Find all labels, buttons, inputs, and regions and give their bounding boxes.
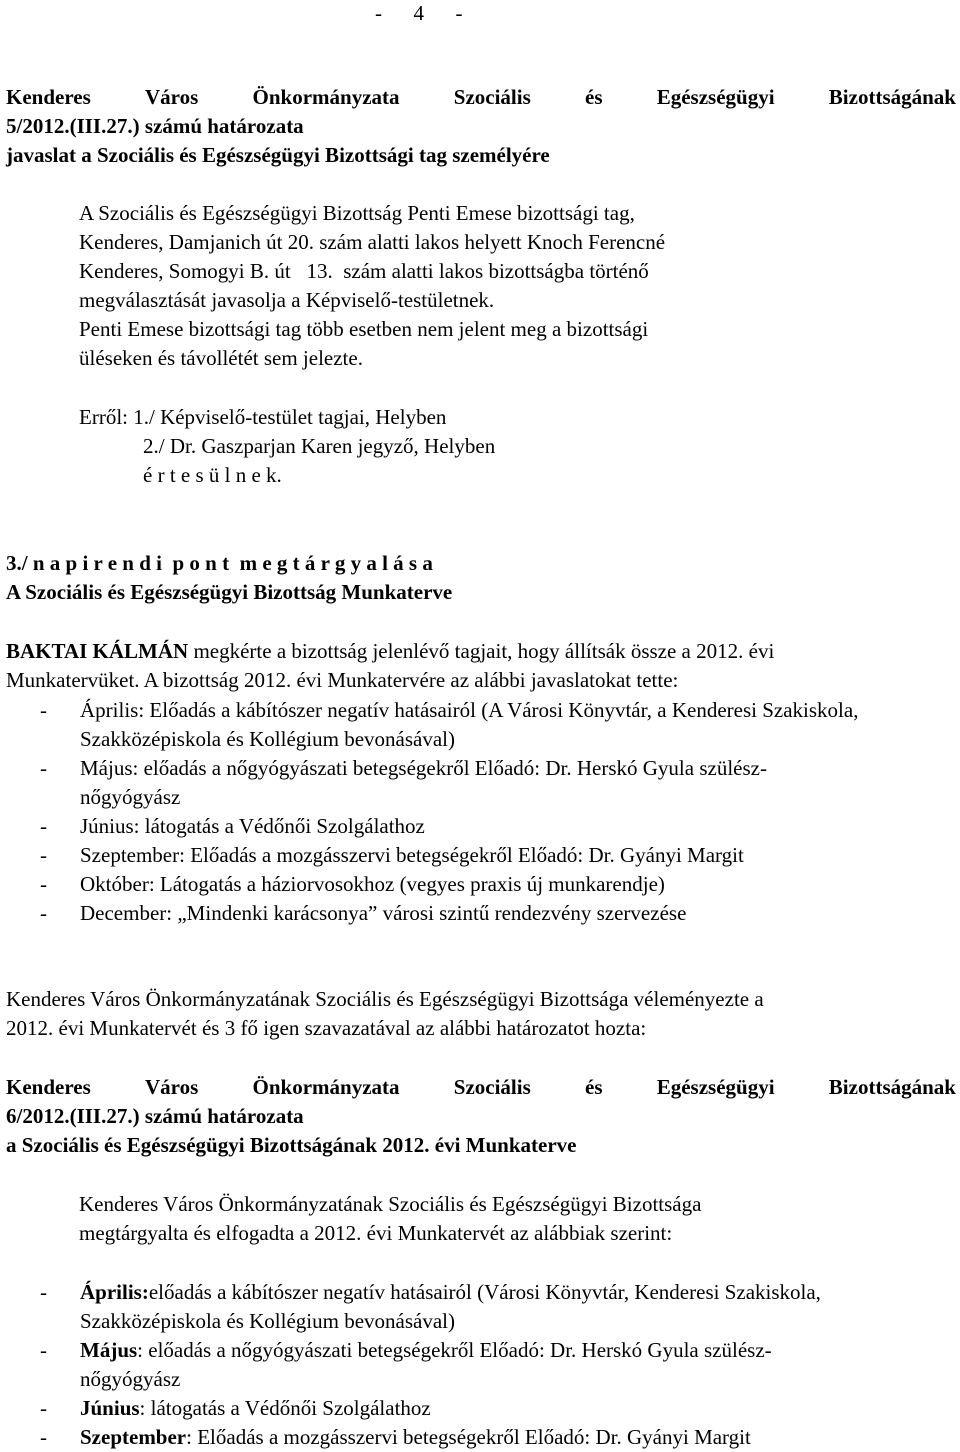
page-number: - 4 - — [375, 1, 463, 25]
heading-word: Egészségügyi — [656, 1075, 775, 1099]
heading-word: Város — [145, 85, 199, 109]
resolution-body-line: megválasztását javasolja a Képviselő-testületnek. — [79, 288, 495, 312]
list-item: - Április: Előadás a kábítószer negatív hatásairól (A Városi Könyvtár, a Kenderesi Szakiskola, Szakközépiskola és Kollégium bevonásával) — [40, 698, 859, 751]
resolution-heading — [6, 1074, 956, 1101]
proposal-list — [6, 696, 876, 928]
agenda-title: 3./ n a p i r e n d i p o n t m e g t á r g y a l á s a — [6, 551, 433, 575]
agenda-intro-line — [6, 638, 774, 665]
heading-word: Kenderes — [6, 85, 91, 109]
list-item: - Október: Látogatás a háziorvosokhoz (vegyes praxis új munkarendje) — [40, 872, 665, 896]
item-label: Április: — [80, 1280, 149, 1304]
heading-word: Egészségügyi — [656, 85, 775, 109]
item-text: előadás a kábítószer negatív hatásairól (Városi Könyvtár, Kenderesi Szakiskola, Szakközépiskola és Kollégium bevonásával) — [80, 1280, 821, 1333]
heading-word: Kenderes — [6, 1075, 91, 1099]
list-item: - Május: előadás a nőgyógyászati betegségekről Előadó: Dr. Herskó Gyula szülész-nőgyógyász — [40, 756, 767, 809]
list-item: - Szeptember: Előadás a mozgásszervi betegségekről Előadó: Dr. Gyányi Margit — [40, 1425, 751, 1449]
workplan-list — [6, 1278, 876, 1452]
item-label: Május — [80, 1338, 138, 1362]
resolution-number: 5/2012.(III.27.) számú határozata — [6, 114, 304, 138]
heading-word: Bizottságának — [828, 85, 956, 109]
opinion-line: Kenderes Város Önkormányzatának Szociális és Egészségügyi Bizottsága véleményezte a — [6, 987, 764, 1011]
notify-line: 2./ Dr. Gaszparjan Karen jegyző, Helyben — [143, 434, 496, 458]
heading-word: Önkormányzata — [252, 1075, 400, 1099]
list-item: - Szeptember: Előadás a mozgásszervi betegségekről Előadó: Dr. Gyányi Margit — [40, 843, 744, 867]
heading-word: Szociális — [453, 85, 531, 109]
item-label: Szeptember — [80, 1425, 187, 1449]
resolution-heading — [6, 84, 956, 111]
resolution-body-line: megtárgyalta és elfogadta a 2012. évi Munkatervét az alábbiak szerint: — [79, 1221, 673, 1245]
heading-word: Város — [145, 1075, 199, 1099]
resolution-subject: a Szociális és Egészségügyi Bizottságának 2012. évi Munkaterve — [6, 1133, 577, 1157]
resolution-number: 6/2012.(III.27.) számú határozata — [6, 1104, 304, 1128]
list-item: - Június: látogatás a Védőnői Szolgálathoz — [40, 1396, 431, 1420]
agenda-intro-line: Munkatervüket. A bizottság 2012. évi Munkatervére az alábbi javaslatokat tette: — [6, 668, 679, 692]
heading-word: Szociális — [453, 1075, 531, 1099]
item-text: : látogatás a Védőnői Szolgálathoz — [139, 1396, 431, 1420]
item-text: : Előadás a mozgásszervi betegségekről Előadó: Dr. Gyányi Margit — [186, 1425, 751, 1449]
heading-word: Önkormányzata — [252, 85, 400, 109]
heading-word: és — [585, 1075, 603, 1099]
list-item: - Április:előadás a kábítószer negatív hatásairól (Városi Könyvtár, Kenderesi Szakiskola, Szakközépiskola és Kollégium bevonásával) — [40, 1280, 821, 1333]
notify-line: é r t e s ü l n e k. — [143, 463, 282, 487]
agenda-subtitle: A Szociális és Egészségügyi Bizottság Munkaterve — [6, 580, 453, 604]
intro-text: megkérte a bizottság jelenlévő tagjait, hogy állítsák össze a 2012. évi — [188, 639, 775, 663]
resolution-body-line: Penti Emese bizottsági tag több esetben nem jelent meg a bizottsági — [79, 317, 649, 341]
list-item: - Május: előadás a nőgyógyászati betegségekről Előadó: Dr. Herskó Gyula szülész-nőgyógyász — [40, 1338, 772, 1391]
list-item: - December: „Mindenki karácsonya” városi szintű rendezvény szervezése — [40, 901, 687, 925]
item-text: : előadás a nőgyógyászati betegségekről Előadó: Dr. Herskó Gyula szülész-nőgyógyász — [80, 1338, 772, 1391]
list-item: - Június: látogatás a Védőnői Szolgálathoz — [40, 814, 425, 838]
heading-word: Bizottságának — [828, 1075, 956, 1099]
item-label: Június — [80, 1396, 140, 1420]
resolution-subject: javaslat a Szociális és Egészségügyi Bizottsági tag személyére — [6, 143, 550, 167]
heading-word: és — [585, 85, 603, 109]
speaker-name: BAKTAI KÁLMÁN — [6, 639, 189, 663]
opinion-line: 2012. évi Munkatervét és 3 fő igen szavazatával az alábbi határozatot hozta: — [6, 1016, 647, 1040]
notify-line: Erről: 1./ Képviselő-testület tagjai, Helyben — [79, 405, 447, 429]
resolution-body-line: Kenderes Város Önkormányzatának Szociális és Egészségügyi Bizottsága — [79, 1192, 702, 1216]
resolution-body-line: Kenderes, Damjanich út 20. szám alatti lakos helyett Knoch Ferencné — [79, 230, 666, 254]
resolution-body-line: üléseken és távollétét sem jelezte. — [79, 346, 363, 370]
resolution-body-line: Kenderes, Somogyi B. út 13. szám alatti lakos bizottságba történő — [79, 259, 649, 283]
resolution-body-line: A Szociális és Egészségügyi Bizottság Penti Emese bizottsági tag, — [79, 201, 635, 225]
